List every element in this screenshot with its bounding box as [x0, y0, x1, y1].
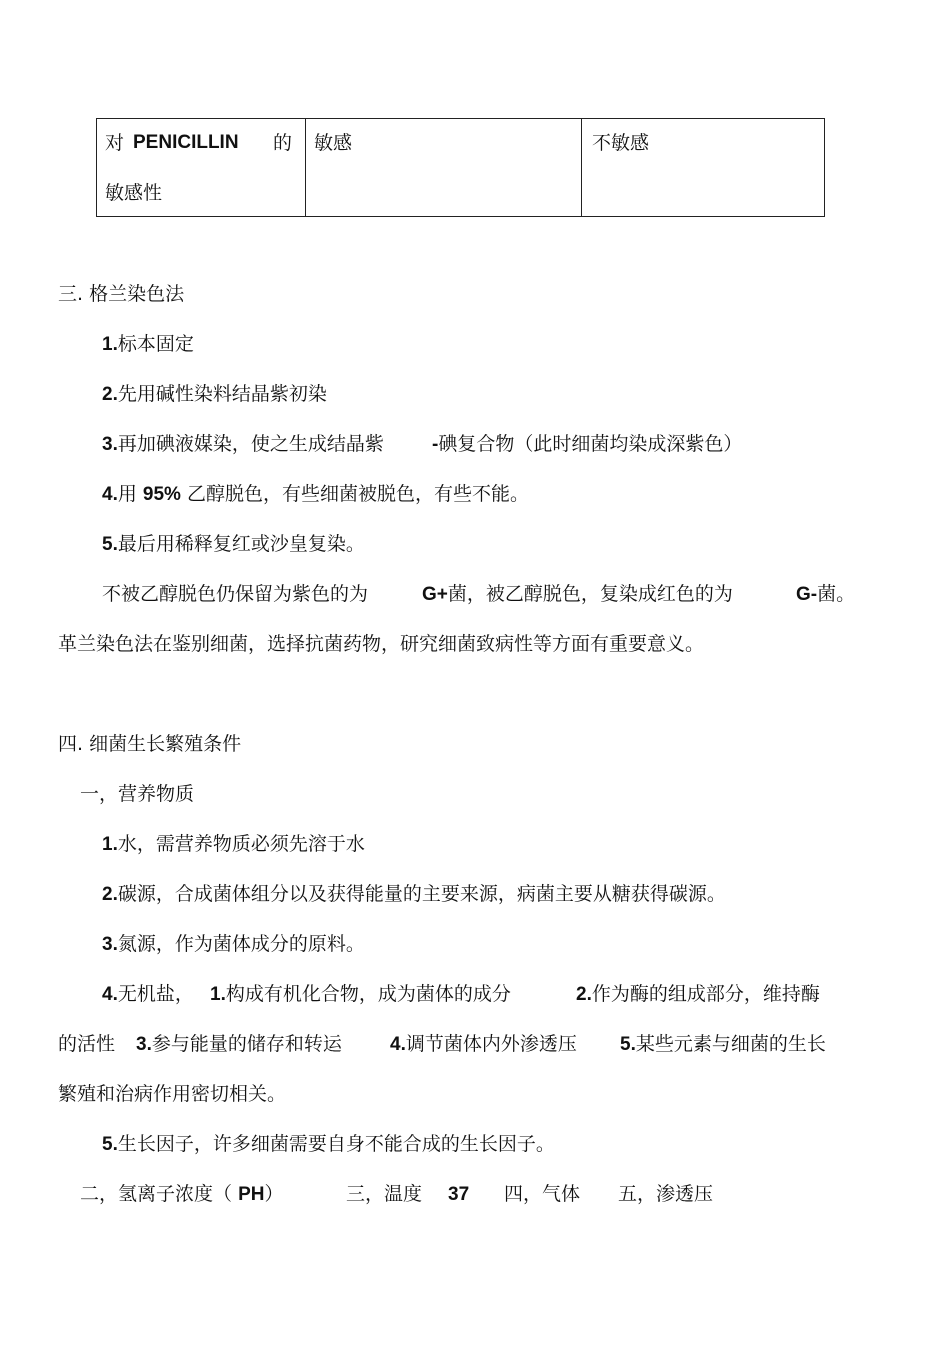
item-text: 碳源，合成菌体组分以及获得能量的主要来源，病菌主要从糖获得碳源。	[117, 883, 726, 905]
table-cell-property	[97, 119, 306, 217]
item-text: 标本固定	[117, 333, 194, 355]
item-text: 再加碘液媒染，使之生成结晶紫	[117, 433, 384, 455]
cell-text-bold: PENICILLIN	[133, 132, 239, 153]
item-text: 水，需营养物质必须先溶于水	[117, 833, 365, 855]
paragraph-text: 不被乙醇脱色仍保留为紫色的为	[102, 583, 369, 605]
item-number: 3.	[102, 434, 118, 455]
table-row	[97, 119, 825, 217]
cell-text: 敏感	[314, 132, 353, 154]
comparison-table	[96, 118, 825, 217]
item-text: 参与能量的储存和转运	[151, 1033, 342, 1055]
item-number: 4.	[390, 1034, 406, 1055]
item-number: 1.	[102, 334, 118, 355]
paragraph-text: 菌。	[817, 583, 856, 605]
list-item	[102, 430, 384, 459]
item-text: 生长因子，许多细菌需要自身不能合成的生长因子。	[117, 1133, 555, 1155]
item-number: 3.	[102, 934, 118, 955]
item-text: 二，氢离子浓度（	[80, 1183, 233, 1205]
item-number: 4.	[102, 484, 118, 505]
list-subitem	[390, 1030, 577, 1059]
cell-text: 对	[105, 132, 125, 154]
cell-text: 不敏感	[592, 132, 650, 154]
paragraph-text: 菌，被乙醇脱色，复染成红色的为	[447, 583, 733, 605]
paragraph-text-inline	[422, 580, 733, 609]
paragraph-text-inline	[796, 580, 855, 609]
list-item	[102, 1130, 555, 1159]
item-text: 乙醇脱色，有些细菌被脱色，有些不能。	[187, 483, 530, 505]
item-number: 1.	[210, 984, 226, 1005]
section-heading: 四. 细菌生长繁殖条件	[58, 733, 242, 755]
list-item	[102, 980, 194, 1009]
list-item-continuation	[432, 430, 742, 459]
condition-ph	[80, 1180, 283, 1209]
list-subitem	[210, 980, 511, 1009]
item-text: 碘复合物（此时细菌均染成深紫色）	[438, 433, 743, 455]
list-subitem	[576, 980, 820, 1009]
item-text: ）	[264, 1183, 284, 1205]
item-text: 构成有机化合物，成为菌体的成分	[225, 983, 511, 1005]
list-subitem-continuation: 繁殖和治病作用密切相关。	[58, 1083, 287, 1105]
item-text: 调节菌体内外渗透压	[405, 1033, 577, 1055]
item-text: 某些元素与细菌的生长	[635, 1033, 826, 1055]
item-number: 2.	[102, 884, 118, 905]
item-text: 无机盐，	[117, 983, 194, 1005]
paragraph-text: 革兰染色法在鉴别细菌，选择抗菌药物，研究细菌致病性等方面有重要意义。	[58, 633, 705, 655]
item-text: 作为酶的组成部分，维持酶	[591, 983, 820, 1005]
list-item	[102, 530, 365, 559]
item-text: 三，温度	[346, 1183, 423, 1205]
item-text: 先用碱性染料结晶紫初染	[117, 383, 327, 405]
condition-osmotic-pressure: 五，渗透压	[618, 1183, 714, 1205]
item-text: 氮源，作为菌体成分的原料。	[117, 933, 365, 955]
item-number: 5.	[102, 1134, 118, 1155]
item-number: 2.	[102, 384, 118, 405]
temperature-number: 37	[448, 1184, 470, 1205]
list-subitem	[136, 1030, 342, 1059]
item-number: 1.	[102, 834, 118, 855]
subsection-heading: 一，营养物质	[80, 783, 195, 805]
section-heading: 三. 格兰染色法	[58, 283, 185, 305]
list-item	[102, 480, 529, 509]
list-item	[102, 830, 365, 859]
ph-label: PH	[238, 1184, 265, 1205]
condition-temperature	[346, 1180, 422, 1208]
item-number: 3.	[136, 1034, 152, 1055]
item-number: 5.	[620, 1034, 636, 1055]
item-number: 2.	[576, 984, 592, 1005]
table-cell-positive	[306, 119, 582, 217]
table-cell-negative	[582, 119, 825, 217]
item-dash: -	[432, 434, 439, 455]
list-subitem-continuation: 的活性	[58, 1033, 116, 1055]
item-text: 用	[117, 483, 137, 505]
item-number: 4.	[102, 984, 118, 1005]
list-item	[102, 330, 194, 359]
gram-negative-label: G-	[796, 584, 818, 605]
list-item	[102, 930, 365, 959]
item-number: 5.	[102, 534, 118, 555]
list-item	[102, 880, 726, 909]
cell-text: 敏感性	[105, 182, 163, 204]
item-percent: 95%	[142, 484, 181, 505]
cell-text: 的	[273, 132, 293, 154]
item-text: 最后用稀释复红或沙皇复染。	[117, 533, 365, 555]
temperature-value	[448, 1180, 469, 1209]
list-subitem	[620, 1030, 826, 1059]
condition-gas: 四，气体	[504, 1183, 581, 1205]
gram-positive-label: G+	[422, 584, 448, 605]
list-item	[102, 380, 327, 409]
